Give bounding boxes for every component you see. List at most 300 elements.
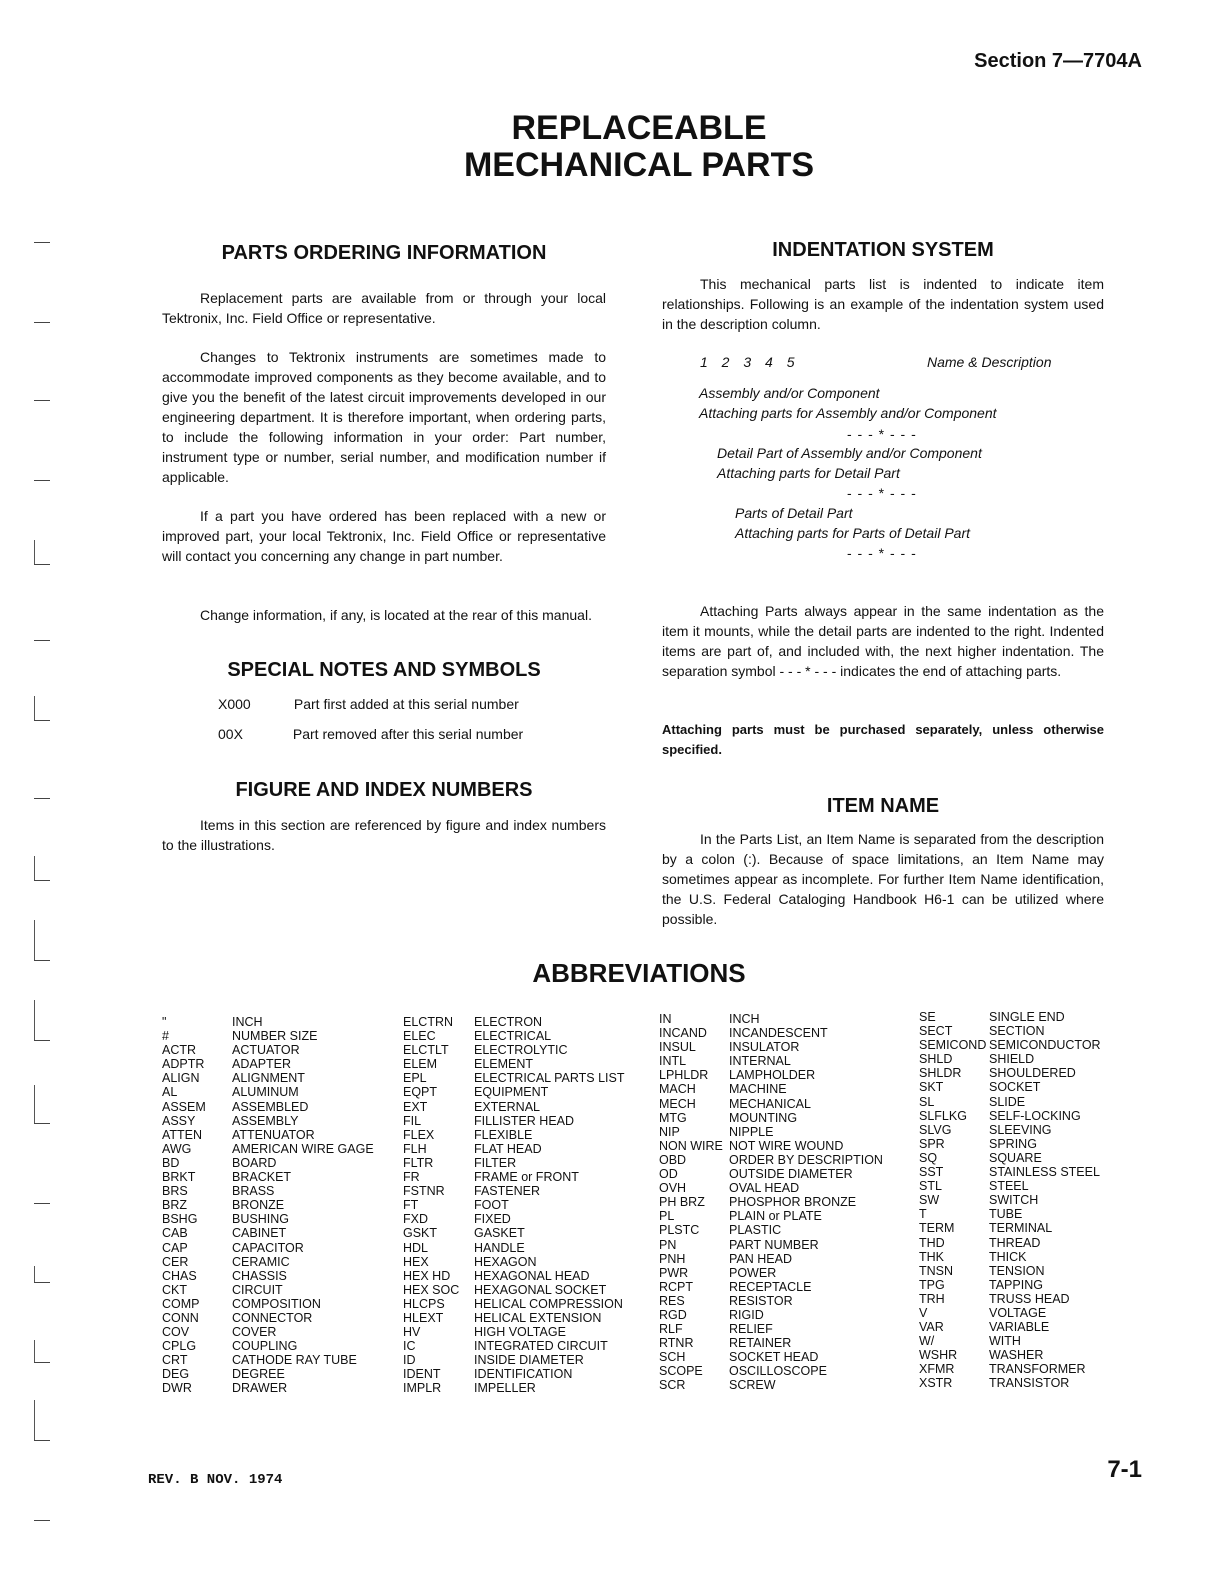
margin-mark (34, 798, 50, 799)
abbreviation-meaning: STEEL (989, 1179, 1029, 1194)
abbreviation-meaning: SINGLE END (989, 1010, 1065, 1024)
abbreviation-meaning: HEXAGONAL SOCKET (474, 1282, 607, 1297)
parts-ordering-p2: Changes to Tektronix instruments are sometimes made to accommodate improved components as they become available, and to give you the benefit of the latest circuit improvements developed in our engineering department. It is therefore important, when ordering parts, to include the following information in your order: Part number, instrument type or number, serial number, and modification number if applicable. (162, 349, 606, 485)
abbreviation-column (403, 1015, 625, 1396)
special-note-row (218, 726, 523, 742)
abbreviation-row (403, 1255, 625, 1269)
margin-mark (34, 480, 50, 481)
abbreviation-meaning: PAN HEAD (729, 1251, 792, 1266)
abbreviation-meaning: INCH (729, 1012, 760, 1026)
margin-mark (34, 920, 35, 960)
abbreviation-meaning: ATTENUATOR (232, 1127, 315, 1142)
abbreviation-code: HDL (403, 1240, 429, 1255)
abbreviation-row (659, 1378, 883, 1392)
abbreviation-code: CPLG (162, 1339, 197, 1354)
abbreviation-meaning: SOCKET HEAD (729, 1350, 819, 1365)
special-note-code: X000 (218, 696, 251, 712)
abbreviation-row (162, 1297, 374, 1311)
abbreviation-row (659, 1012, 883, 1026)
abbreviation-row (659, 1209, 883, 1223)
abbreviation-row (659, 1280, 883, 1294)
abbreviation-row (162, 1212, 374, 1226)
margin-mark (34, 1266, 35, 1282)
abbreviation-code: T (919, 1207, 927, 1222)
figure-index-heading: FIGURE AND INDEX NUMBERS (235, 779, 533, 801)
abbreviation-code: BRS (162, 1184, 188, 1199)
indent-line-1: Assembly and/or Component (699, 385, 880, 401)
abbreviation-meaning: COUPLING (232, 1339, 298, 1354)
abbreviation-row (659, 1238, 883, 1252)
abbreviation-code: FT (403, 1198, 419, 1213)
abbreviation-code: FLTR (403, 1155, 434, 1170)
abbreviation-meaning: SHIELD (989, 1052, 1035, 1067)
abbreviation-code: SW (919, 1193, 940, 1208)
abbreviation-meaning: RETAINER (729, 1336, 792, 1351)
abbreviation-meaning: MACHINE (729, 1082, 787, 1097)
abbreviation-row (162, 1170, 374, 1184)
abbreviation-code: EQPT (403, 1085, 438, 1100)
abbreviation-code: PLSTC (659, 1223, 700, 1238)
abbreviation-meaning: THICK (989, 1249, 1027, 1264)
abbreviation-code: OD (659, 1167, 678, 1182)
separator-symbol: - - - * - - - (847, 545, 917, 561)
indentation-heading: INDENTATION SYSTEM (772, 239, 994, 261)
abbreviation-meaning: FILLISTER HEAD (474, 1113, 575, 1128)
abbreviation-code: THK (919, 1249, 944, 1264)
abbreviation-code: COMP (162, 1296, 200, 1311)
abbreviation-row (919, 1250, 1101, 1264)
parts-ordering-p1: Replacement parts are available from or through your local Tektronix, Inc. Field Office or representative. (162, 290, 606, 326)
abbreviation-row (659, 1111, 883, 1125)
abbreviation-meaning: TRANSISTOR (989, 1376, 1070, 1391)
abbreviation-row (659, 1082, 883, 1096)
abbreviation-meaning: SEMICONDUCTOR (989, 1038, 1101, 1053)
special-note-code: 00X (218, 726, 243, 742)
margin-mark (34, 640, 50, 641)
abbreviation-meaning: ELECTRICAL PARTS LIST (474, 1071, 625, 1086)
abbreviation-meaning: HIGH VOLTAGE (474, 1325, 566, 1340)
abbreviation-code: PL (659, 1209, 675, 1224)
abbreviation-row (403, 1015, 625, 1029)
abbreviation-meaning: RECEPTACLE (729, 1279, 812, 1294)
indent-line-4: Attaching parts for Detail Part (717, 465, 900, 481)
page-title (0, 110, 1220, 184)
abbreviation-row (162, 1100, 374, 1114)
abbreviation-meaning: ALUMINUM (232, 1085, 299, 1100)
abbreviation-code: ATTEN (162, 1127, 203, 1142)
abbreviation-meaning: COVER (232, 1325, 277, 1340)
abbreviation-row (919, 1236, 1101, 1250)
abbreviation-meaning: AMERICAN WIRE GAGE (232, 1141, 374, 1156)
abbreviation-row (403, 1029, 625, 1043)
abbreviation-row (919, 1151, 1101, 1165)
margin-mark (34, 1340, 35, 1362)
abbreviation-code: MACH (659, 1082, 696, 1097)
abbreviation-meaning: HANDLE (474, 1240, 525, 1255)
abbreviation-code: WSHR (919, 1348, 958, 1363)
abbreviation-meaning: CERAMIC (232, 1254, 290, 1269)
abbreviation-code: SPR (919, 1136, 945, 1151)
abbreviation-code: IC (403, 1339, 416, 1354)
abbreviation-code: SQ (919, 1150, 938, 1165)
abbreviation-row (162, 1353, 374, 1367)
parts-ordering-p3: If a part you have ordered has been replaced with a new or improved part, your local Tektronix, Inc. Field Office or representative will contact you concerning any change in part number. (162, 508, 606, 564)
margin-mark (34, 1440, 50, 1441)
abbreviation-meaning: WASHER (989, 1348, 1044, 1363)
abbreviation-row (919, 1376, 1101, 1390)
abbreviation-code: V (919, 1305, 928, 1320)
abbreviation-meaning: NIPPLE (729, 1124, 774, 1139)
abbreviation-meaning: TERMINAL (989, 1221, 1053, 1236)
page-title-line1: REPLACEABLE (511, 109, 767, 147)
abbreviation-row (403, 1114, 625, 1128)
abbreviation-code: HLCPS (403, 1296, 445, 1311)
abbreviation-meaning: TENSION (989, 1263, 1045, 1278)
abbreviation-code: CKT (162, 1282, 187, 1297)
abbreviation-row (403, 1043, 625, 1057)
abbreviation-meaning: ELECTROLYTIC (474, 1043, 568, 1058)
indent-line-3: Detail Part of Assembly and/or Component (717, 445, 982, 461)
abbreviation-code: NON WIRE (659, 1138, 723, 1153)
abbreviation-row (919, 1165, 1101, 1179)
abbreviation-row (162, 1198, 374, 1212)
abbreviation-meaning: HELICAL EXTENSION (474, 1310, 602, 1325)
abbreviation-meaning: CATHODE RAY TUBE (232, 1353, 357, 1368)
abbreviation-meaning: ASSEMBLY (232, 1113, 299, 1128)
abbreviation-meaning: PLASTIC (729, 1223, 782, 1238)
abbreviation-code: CER (162, 1254, 189, 1269)
separator-symbol: - - - * - - - (847, 485, 917, 501)
margin-mark (34, 856, 35, 880)
abbreviation-row (162, 1142, 374, 1156)
abbreviation-meaning: ADAPTER (232, 1057, 292, 1072)
abbreviation-row (919, 1123, 1101, 1137)
abbreviation-code: OBD (659, 1152, 687, 1167)
abbreviation-code: CHAS (162, 1268, 197, 1283)
abbreviation-meaning: PLAIN or PLATE (729, 1209, 822, 1224)
abbreviation-meaning: NUMBER SIZE (232, 1029, 318, 1044)
abbreviation-row (659, 1068, 883, 1082)
abbreviation-code: FLH (403, 1141, 427, 1156)
abbreviation-code: SCR (659, 1378, 686, 1393)
abbreviation-row (162, 1339, 374, 1353)
abbreviation-row (659, 1322, 883, 1336)
abbreviation-code: DEG (162, 1367, 190, 1382)
abbreviation-row (403, 1198, 625, 1212)
abbreviation-code: # (162, 1029, 169, 1044)
abbreviation-code: FIL (403, 1113, 422, 1128)
abbreviation-row (403, 1325, 625, 1339)
abbreviation-row (162, 1241, 374, 1255)
abbreviation-code: ASSEM (162, 1099, 206, 1114)
abbreviation-row (919, 1193, 1101, 1207)
abbreviation-row (659, 1097, 883, 1111)
abbreviation-code: W/ (919, 1334, 935, 1349)
abbreviation-row (919, 1348, 1101, 1362)
abbreviation-meaning: STAINLESS STEEL (989, 1165, 1100, 1180)
abbreviation-code: HEX SOC (403, 1282, 460, 1297)
abbreviation-row (659, 1195, 883, 1209)
abbreviation-code: PWR (659, 1265, 689, 1280)
abbreviation-meaning: ELEMENT (474, 1057, 534, 1072)
abbreviation-meaning: SWITCH (989, 1193, 1039, 1208)
margin-mark (34, 1203, 50, 1204)
abbreviation-meaning: FLAT HEAD (474, 1141, 542, 1156)
abbreviation-row (162, 1156, 374, 1170)
margin-mark (34, 564, 50, 565)
abbreviation-code: THD (919, 1235, 945, 1250)
abbreviation-meaning: INTEGRATED CIRCUIT (474, 1339, 608, 1354)
abbreviation-code: TNSN (919, 1263, 954, 1278)
margin-mark (34, 242, 50, 243)
margin-mark (34, 1362, 50, 1363)
page-title-line2: MECHANICAL PARTS (463, 146, 815, 184)
abbreviation-row (919, 1010, 1101, 1024)
abbreviation-row (659, 1040, 883, 1054)
abbreviation-code: PH BRZ (659, 1195, 705, 1210)
abbreviation-meaning: SCREW (729, 1378, 776, 1393)
abbreviation-row (162, 1325, 374, 1339)
abbreviation-code: ELCTRN (403, 1015, 454, 1029)
abbreviation-meaning: POWER (729, 1265, 777, 1280)
abbreviation-column (162, 1015, 374, 1396)
abbreviation-code: BRZ (162, 1198, 187, 1213)
abbreviation-row (162, 1381, 374, 1395)
abbreviation-row (659, 1336, 883, 1350)
abbreviation-code: NIP (659, 1124, 680, 1139)
abbreviation-row (403, 1367, 625, 1381)
abbreviation-meaning: MECHANICAL (729, 1096, 811, 1111)
abbreviation-code: CRT (162, 1353, 188, 1368)
abbreviation-meaning: CAPACITOR (232, 1240, 304, 1255)
special-note-row (218, 696, 519, 712)
margin-mark (34, 1040, 50, 1041)
abbreviation-meaning: IDENTIFICATION (474, 1367, 573, 1382)
margin-mark (34, 1085, 35, 1123)
abbreviation-row (403, 1212, 625, 1226)
abbreviation-row (162, 1029, 374, 1043)
abbreviation-code: CONN (162, 1310, 199, 1325)
separator-symbol: - - - * - - - (847, 426, 917, 442)
abbreviation-row (403, 1170, 625, 1184)
parts-ordering-heading: PARTS ORDERING INFORMATION (221, 242, 547, 264)
abbreviation-code: RGD (659, 1307, 687, 1322)
abbreviation-meaning: EQUIPMENT (474, 1085, 549, 1100)
abbreviation-meaning: TRANSFORMER (989, 1362, 1086, 1377)
abbreviation-code: RTNR (659, 1336, 694, 1351)
abbreviation-meaning: WITH (989, 1334, 1021, 1349)
abbreviation-code: SHLDR (919, 1066, 962, 1081)
abbreviation-row (919, 1221, 1101, 1235)
abbreviation-code: MTG (659, 1110, 687, 1125)
margin-mark (34, 540, 35, 564)
item-name-p1: In the Parts List, an Item Name is separated from the description by a colon (:). Because of space limitations, an Item Name may sometimes appear as incomplete. For further Item Name identification, the U.S. Federal Cataloging Handbook H6-1 can be utilized where possible. (662, 831, 1104, 927)
abbreviation-meaning: FRAME or FRONT (474, 1170, 579, 1185)
abbreviation-row (919, 1024, 1101, 1038)
abbreviation-row (919, 1080, 1101, 1094)
item-name-heading: ITEM NAME (826, 795, 940, 817)
abbreviation-row (659, 1139, 883, 1153)
abbreviation-code: SECT (919, 1024, 953, 1039)
abbreviation-row (162, 1226, 374, 1240)
abbreviation-meaning: OVAL HEAD (729, 1181, 800, 1196)
section-header: Section 7—7704A (974, 50, 1142, 72)
abbreviation-row (659, 1026, 883, 1040)
abbreviation-code: CAB (162, 1226, 188, 1241)
margin-mark (34, 1000, 35, 1040)
abbreviation-code: COV (162, 1325, 190, 1340)
abbreviation-meaning: INCANDESCENT (729, 1026, 828, 1041)
abbreviation-row (659, 1252, 883, 1266)
abbreviation-code: RLF (659, 1322, 683, 1337)
abbreviation-code: SLFLKG (919, 1108, 967, 1123)
abbreviation-row (403, 1071, 625, 1085)
page-number: 7-1 (1107, 1456, 1142, 1483)
abbreviation-code: ALIGN (162, 1071, 200, 1086)
abbreviation-code: IN (659, 1012, 672, 1026)
abbreviation-meaning: SELF-LOCKING (989, 1108, 1081, 1123)
abbreviation-column (919, 1010, 1101, 1391)
abbreviation-meaning: COMPOSITION (232, 1296, 321, 1311)
abbreviation-meaning: INCH (232, 1015, 263, 1029)
abbreviation-code: IMPLR (403, 1381, 442, 1396)
abbreviation-row (919, 1362, 1101, 1376)
abbreviation-row (403, 1283, 625, 1297)
abbreviation-meaning: CONNECTOR (232, 1310, 313, 1325)
abbreviation-row (659, 1294, 883, 1308)
abbreviation-meaning: OUTSIDE DIAMETER (729, 1167, 853, 1182)
indentation-numbers: 1 2 3 4 5 (700, 354, 800, 370)
abbreviation-row (919, 1306, 1101, 1320)
abbreviation-row (403, 1142, 625, 1156)
abbreviation-row (403, 1184, 625, 1198)
abbreviation-meaning: ELECTRON (474, 1015, 543, 1029)
abbreviation-row (403, 1381, 625, 1395)
abbreviation-code: SEMICOND (919, 1038, 987, 1053)
abbreviation-code: INCAND (659, 1026, 707, 1041)
abbreviation-code: OVH (659, 1181, 687, 1196)
abbreviation-code: XSTR (919, 1376, 953, 1391)
abbreviation-code: INTL (659, 1054, 687, 1069)
abbreviation-code: SHLD (919, 1052, 953, 1067)
abbreviation-row (403, 1297, 625, 1311)
abbreviation-meaning: PART NUMBER (729, 1237, 819, 1252)
indent-line-5: Parts of Detail Part (735, 505, 853, 521)
abbreviation-code: HLEXT (403, 1310, 444, 1325)
abbreviation-meaning: BOARD (232, 1155, 277, 1170)
abbreviation-row (162, 1043, 374, 1057)
abbreviation-row (919, 1207, 1101, 1221)
abbreviation-code: RES (659, 1293, 685, 1308)
abbreviation-code: MECH (659, 1096, 696, 1111)
special-note-text: Part removed after this serial number (292, 726, 524, 742)
abbreviation-row (659, 1054, 883, 1068)
abbreviation-code: VAR (919, 1320, 944, 1335)
abbreviation-code: BSHG (162, 1212, 198, 1227)
abbreviation-meaning: TAPPING (989, 1277, 1043, 1292)
abbreviation-code: TERM (919, 1221, 955, 1236)
margin-mark (34, 400, 50, 401)
abbreviation-meaning: OSCILLOSCOPE (729, 1364, 827, 1379)
abbreviation-code: LPHLDR (659, 1068, 709, 1083)
abbreviation-code: BD (162, 1155, 180, 1170)
abbreviation-meaning: MOUNTING (729, 1110, 798, 1125)
abbreviation-row (403, 1128, 625, 1142)
abbreviation-row (659, 1181, 883, 1195)
abbreviation-code: RCPT (659, 1279, 694, 1294)
abbreviation-code: BRKT (162, 1170, 196, 1185)
abbreviation-meaning: SPRING (989, 1136, 1037, 1151)
abbreviation-column (659, 1012, 883, 1393)
abbreviation-meaning: ORDER BY DESCRIPTION (729, 1152, 883, 1167)
abbreviation-row (403, 1311, 625, 1325)
abbreviation-meaning: GASKET (474, 1226, 525, 1241)
abbreviation-meaning: SLEEVING (989, 1122, 1052, 1137)
abbreviation-row (403, 1085, 625, 1099)
abbreviation-meaning: EXTERNAL (474, 1099, 540, 1114)
abbreviation-code: XFMR (919, 1362, 955, 1377)
indentation-p1: This mechanical parts list is indented to indicate item relationships. Following is an example of the indentation system used in the description column. (662, 276, 1104, 332)
abbreviation-meaning: FLEXIBLE (474, 1127, 533, 1142)
indentation-p2: Attaching Parts always appear in the same indentation as the item it mounts, while the detail parts are indented to the right. Indented items are part of, and included with, the next higher indentation. The separation symbol - - - * - - - indicates the end of attaching parts. (662, 603, 1104, 679)
indent-line-2: Attaching parts for Assembly and/or Component (699, 405, 997, 421)
abbreviation-row (919, 1066, 1101, 1080)
margin-mark (34, 720, 50, 721)
special-note-text: Part first added at this serial number (293, 696, 519, 712)
abbreviation-meaning: ACTUATOR (232, 1043, 300, 1058)
abbreviation-meaning: SOCKET (989, 1080, 1041, 1095)
abbreviation-meaning: CHASSIS (232, 1268, 287, 1283)
abbreviation-meaning: BRASS (232, 1184, 275, 1199)
abbreviation-row (919, 1137, 1101, 1151)
abbreviation-code: HEX HD (403, 1268, 451, 1283)
abbreviation-code: TPG (919, 1277, 945, 1292)
abbreviations-heading: ABBREVIATIONS (532, 958, 746, 988)
abbreviation-meaning: THREAD (989, 1235, 1041, 1250)
abbreviation-meaning: RIGID (729, 1307, 764, 1322)
margin-mark (34, 1520, 50, 1521)
margin-mark (34, 1123, 50, 1124)
abbreviation-code: HV (403, 1325, 421, 1340)
abbreviation-meaning: RESISTOR (729, 1293, 793, 1308)
abbreviation-code: AWG (162, 1141, 192, 1156)
abbreviation-code: ACTR (162, 1043, 197, 1058)
abbreviation-row (403, 1269, 625, 1283)
abbreviation-row (919, 1052, 1101, 1066)
abbreviation-meaning: INSULATOR (729, 1040, 800, 1055)
abbreviation-meaning: FOOT (474, 1198, 509, 1213)
abbreviation-meaning: BRACKET (232, 1170, 292, 1185)
abbreviation-code: ELEM (403, 1057, 438, 1072)
parts-ordering-p4: Change information, if any, is located at the rear of this manual. (200, 607, 592, 623)
abbreviation-meaning: FIXED (474, 1212, 511, 1227)
abbreviation-code: FXD (403, 1212, 428, 1227)
abbreviation-code: ELEC (403, 1029, 436, 1044)
abbreviation-code: " (162, 1015, 167, 1029)
abbreviation-row (403, 1241, 625, 1255)
indent-line-6: Attaching parts for Parts of Detail Part (735, 525, 970, 541)
abbreviation-meaning: PHOSPHOR BRONZE (729, 1195, 857, 1210)
abbreviation-row (919, 1109, 1101, 1123)
abbreviation-meaning: ALIGNMENT (232, 1071, 305, 1086)
indentation-p3: Attaching parts must be purchased separately, unless otherwise specified. (662, 722, 1104, 757)
abbreviation-meaning: CIRCUIT (232, 1282, 283, 1297)
abbreviation-row (403, 1057, 625, 1071)
abbreviation-row (919, 1334, 1101, 1348)
figure-index-p1: Items in this section are referenced by figure and index numbers to the illustrations. (162, 817, 606, 853)
abbreviation-code: STL (919, 1179, 942, 1194)
abbreviation-row (162, 1071, 374, 1085)
